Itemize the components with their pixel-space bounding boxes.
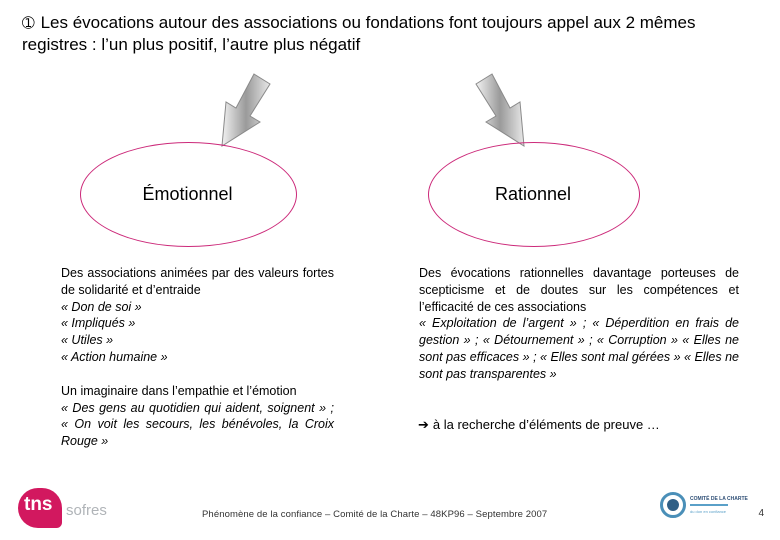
footer-text: Phénomène de la confiance – Comité de la Charte – 48KP96 – Septembre 2007	[202, 509, 548, 520]
emotionnel-paragraph-2: Un imaginaire dans l’empathie et l’émotion	[61, 383, 297, 398]
arrow-down-right-icon	[470, 72, 536, 152]
emotionnel-paragraph-1: Des associations animées par des valeurs fortes de solidarité et d’entraide	[61, 266, 334, 297]
proof-text: à la recherche d’éléments de preuve …	[432, 417, 660, 432]
circled-one-icon: ➀	[22, 14, 35, 32]
slide-title-text: Les évocations autour des associations ou fondations font toujours appel aux 2 mêmes registres : l’un plus positif, l’autre plus négatif	[22, 13, 696, 54]
rationnel-heading: Rationnel	[494, 184, 572, 204]
quote-item: « Utiles »	[61, 333, 114, 348]
quote-item: « Don de soi »	[61, 299, 142, 314]
proof-line	[418, 417, 660, 433]
comite-charte-logo: COMITÉ DE LA CHARTE du don en confiance	[658, 490, 732, 522]
rationnel-column	[419, 265, 739, 383]
page-number: 4	[758, 508, 764, 519]
arrow-down-left-icon	[210, 72, 276, 152]
rationnel-paragraph: Des évocations rationnelles davantage porteuses de scepticisme et de doutes sur les compétences et l’efficacité de ces associations	[419, 266, 739, 314]
emotionnel-heading: Émotionnel	[142, 184, 233, 204]
emotionnel-quote-2: « Des gens au quotidien qui aident, soignent » ; « On voit les secours, les bénévoles, la Croix Rouge »	[61, 400, 334, 449]
emotionnel-column	[61, 265, 334, 450]
rationnel-quotes: « Exploitation de l’argent » ; « Déperdition en frais de gestion » ; « Détournement » ; « Corruption » « Elles ne sont pas efficaces » ; « Elles sont mal gérées » « Elles ne sont pas transparentes »	[419, 316, 739, 381]
tns-sofres-logo: tns sofres	[18, 484, 114, 528]
quote-item: « Impliqués »	[61, 316, 136, 331]
right-arrow-icon: ➔	[418, 418, 429, 433]
quote-item: « Action humaine »	[61, 349, 168, 364]
slide-title	[22, 12, 762, 56]
